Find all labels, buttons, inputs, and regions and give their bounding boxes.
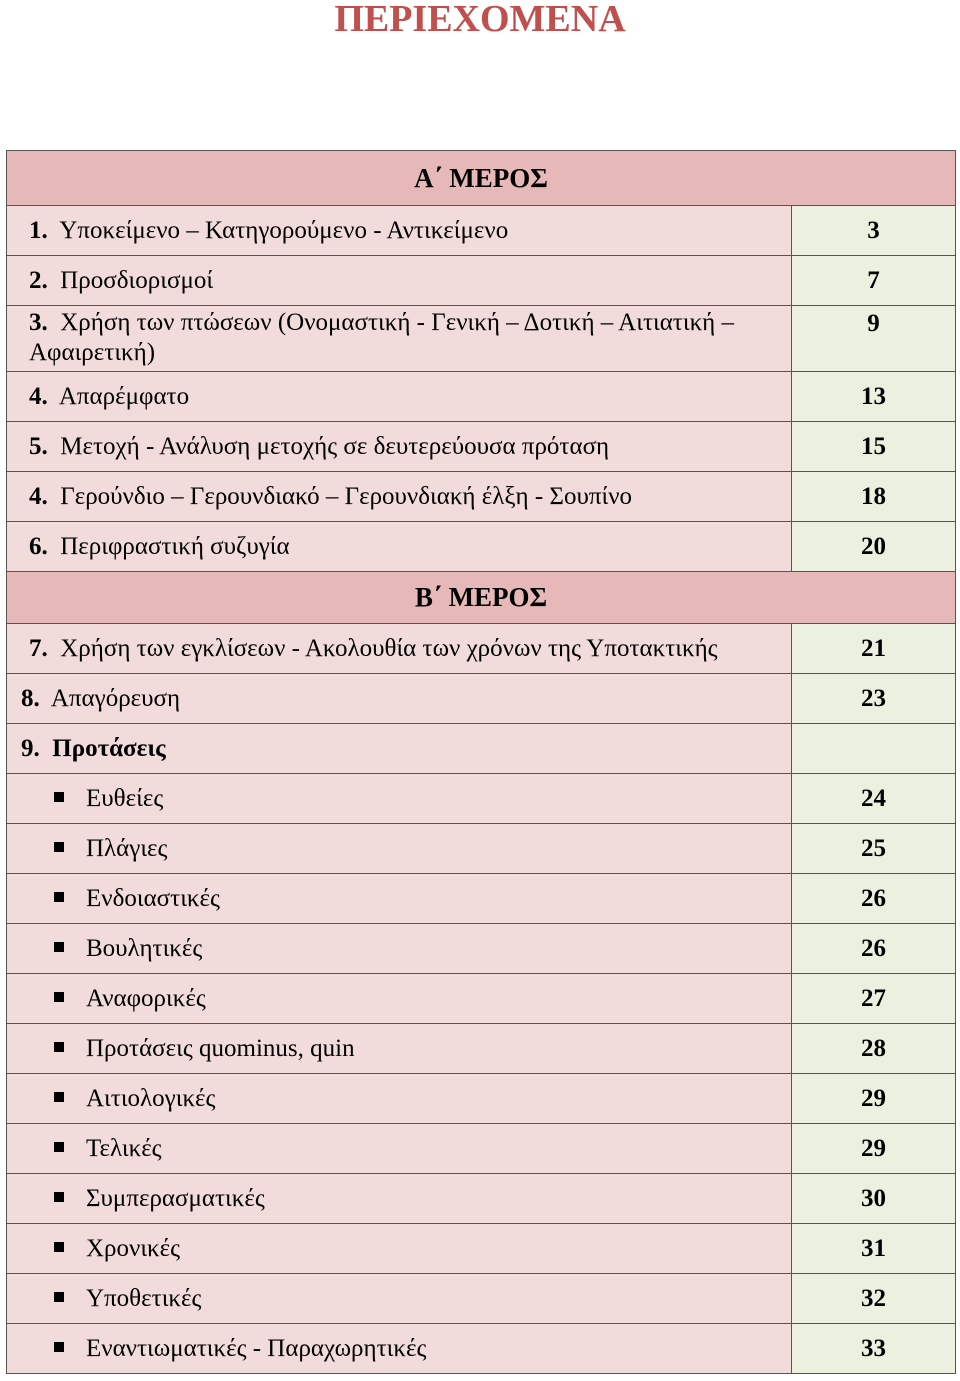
entry-title: Προτάσεις (52, 734, 166, 762)
page-number: 25 (792, 824, 956, 874)
entry-title: Υποθετικές (86, 1284, 202, 1312)
page-number: 20 (792, 522, 956, 572)
toc-entry (7, 472, 792, 522)
entry-title: Τελικές (86, 1134, 162, 1162)
toc-entry (7, 624, 792, 674)
toc-entry (7, 422, 792, 472)
entry-number: 6. (29, 532, 48, 560)
toc-row[interactable] (7, 1174, 956, 1224)
entry-title: Γερούνδιο – Γερουνδιακό – Γερουνδιακή έλξη - Σουπίνο (60, 482, 633, 510)
entry-number: 9. (21, 734, 40, 762)
page-number: 21 (792, 624, 956, 674)
page-number: 29 (792, 1074, 956, 1124)
toc-entry (7, 1124, 792, 1174)
part-b-title: Β΄ ΜΕΡΟΣ (7, 572, 956, 624)
toc-entry (7, 256, 792, 306)
toc-entry (7, 1224, 792, 1274)
square-bullet-icon (54, 1292, 64, 1302)
toc-row[interactable] (7, 1124, 956, 1174)
toc-entry (7, 522, 792, 572)
square-bullet-icon (54, 842, 64, 852)
toc-entry (7, 1074, 792, 1124)
page-number: 24 (792, 774, 956, 824)
entry-title: Περιφραστική συζυγία (60, 532, 290, 560)
toc-row[interactable] (7, 1324, 956, 1374)
entry-title: Ευθείες (86, 784, 164, 812)
page-number: 18 (792, 472, 956, 522)
part-b-header (7, 572, 956, 624)
toc-entry (7, 974, 792, 1024)
toc-entry (7, 774, 792, 824)
entry-title: Απαγόρευση (50, 684, 181, 712)
toc-row[interactable] (7, 522, 956, 572)
toc-row[interactable] (7, 974, 956, 1024)
toc-row[interactable] (7, 1074, 956, 1124)
toc-row[interactable] (7, 774, 956, 824)
toc-row[interactable] (7, 372, 956, 422)
entry-number: 8. (21, 684, 40, 712)
part-a-header (7, 151, 956, 206)
square-bullet-icon (54, 992, 64, 1002)
toc-row[interactable] (7, 824, 956, 874)
toc-entry (7, 924, 792, 974)
page-number: 9 (792, 306, 956, 372)
entry-title: Χρήση των πτώσεων (Ονομαστική - Γενική – Δοτική – Αιτιατική – Αφαιρετική) (29, 309, 735, 366)
page-number: 3 (792, 206, 956, 256)
page-number: 31 (792, 1224, 956, 1274)
toc-entry (7, 1024, 792, 1074)
square-bullet-icon (54, 792, 64, 802)
entry-number: 3. (29, 309, 48, 336)
entry-title: Χρονικές (86, 1234, 181, 1262)
toc-row[interactable] (7, 874, 956, 924)
entry-title: Χρήση των εγκλίσεων - Ακολουθία των χρόνων της Υποτακτικής (60, 634, 718, 662)
page-number: 28 (792, 1024, 956, 1074)
toc-entry (7, 206, 792, 256)
square-bullet-icon (54, 1342, 64, 1352)
entry-title: Απαρέμφατο (58, 382, 190, 410)
toc-row[interactable] (7, 1224, 956, 1274)
entry-title: Προτάσεις quominus, quin (86, 1034, 355, 1062)
page-number: 23 (792, 674, 956, 724)
page-number (792, 724, 956, 774)
square-bullet-icon (54, 1042, 64, 1052)
toc-entry (7, 874, 792, 924)
toc-row[interactable] (7, 306, 956, 372)
entry-title: Συμπερασματικές (86, 1184, 265, 1212)
page-title: ΠΕΡΙΕΧΟΜΕΝΑ (334, 0, 626, 40)
part-a-title: Α΄ ΜΕΡΟΣ (7, 151, 956, 206)
square-bullet-icon (54, 1242, 64, 1252)
entry-title: Προσδιορισμοί (60, 266, 214, 294)
square-bullet-icon (54, 892, 64, 902)
page-number: 15 (792, 422, 956, 472)
entry-title: Πλάγιες (86, 834, 168, 862)
toc-row[interactable] (7, 422, 956, 472)
entry-title: Αναφορικές (86, 984, 206, 1012)
entry-title: Ενδοιαστικές (86, 884, 220, 912)
entry-number: 4. (29, 482, 48, 510)
page-number: 26 (792, 924, 956, 974)
toc-row[interactable] (7, 472, 956, 522)
toc-entry (7, 724, 792, 774)
toc-row[interactable] (7, 924, 956, 974)
toc-row[interactable] (7, 1024, 956, 1074)
page-number: 26 (792, 874, 956, 924)
page-number: 33 (792, 1324, 956, 1374)
toc-entry (7, 1274, 792, 1324)
contents-table (6, 150, 956, 1374)
toc-entry (7, 824, 792, 874)
toc-entry (7, 306, 792, 372)
square-bullet-icon (54, 942, 64, 952)
toc-row[interactable] (7, 674, 956, 724)
toc-row[interactable] (7, 624, 956, 674)
page-number: 7 (792, 256, 956, 306)
square-bullet-icon (54, 1192, 64, 1202)
page-number: 27 (792, 974, 956, 1024)
entry-number: 2. (29, 266, 48, 294)
entry-title: Αιτιολογικές (86, 1084, 216, 1112)
toc-entry (7, 674, 792, 724)
entry-title: Βουλητικές (86, 934, 203, 962)
entry-number: 1. (29, 216, 48, 244)
page-number: 29 (792, 1124, 956, 1174)
entry-number: 5. (29, 432, 48, 460)
page-number: 13 (792, 372, 956, 422)
entry-title: Εναντιωματικές - Παραχωρητικές (86, 1334, 427, 1362)
square-bullet-icon (54, 1092, 64, 1102)
entry-title: Μετοχή - Ανάλυση μετοχής σε δευτερεύουσα πρόταση (60, 432, 610, 460)
page-number: 32 (792, 1274, 956, 1324)
toc-row[interactable] (7, 206, 956, 256)
toc-entry (7, 372, 792, 422)
page-number: 30 (792, 1174, 956, 1224)
square-bullet-icon (54, 1142, 64, 1152)
toc-entry (7, 1174, 792, 1224)
toc-row[interactable] (7, 1274, 956, 1324)
entry-number: 4. (29, 382, 48, 410)
toc-row[interactable] (7, 256, 956, 306)
entry-title: Υποκείμενο – Κατηγορούμενο - Αντικείμενο (59, 216, 509, 244)
entry-number: 7. (29, 634, 48, 662)
toc-row[interactable] (7, 724, 956, 774)
toc-entry (7, 1324, 792, 1374)
